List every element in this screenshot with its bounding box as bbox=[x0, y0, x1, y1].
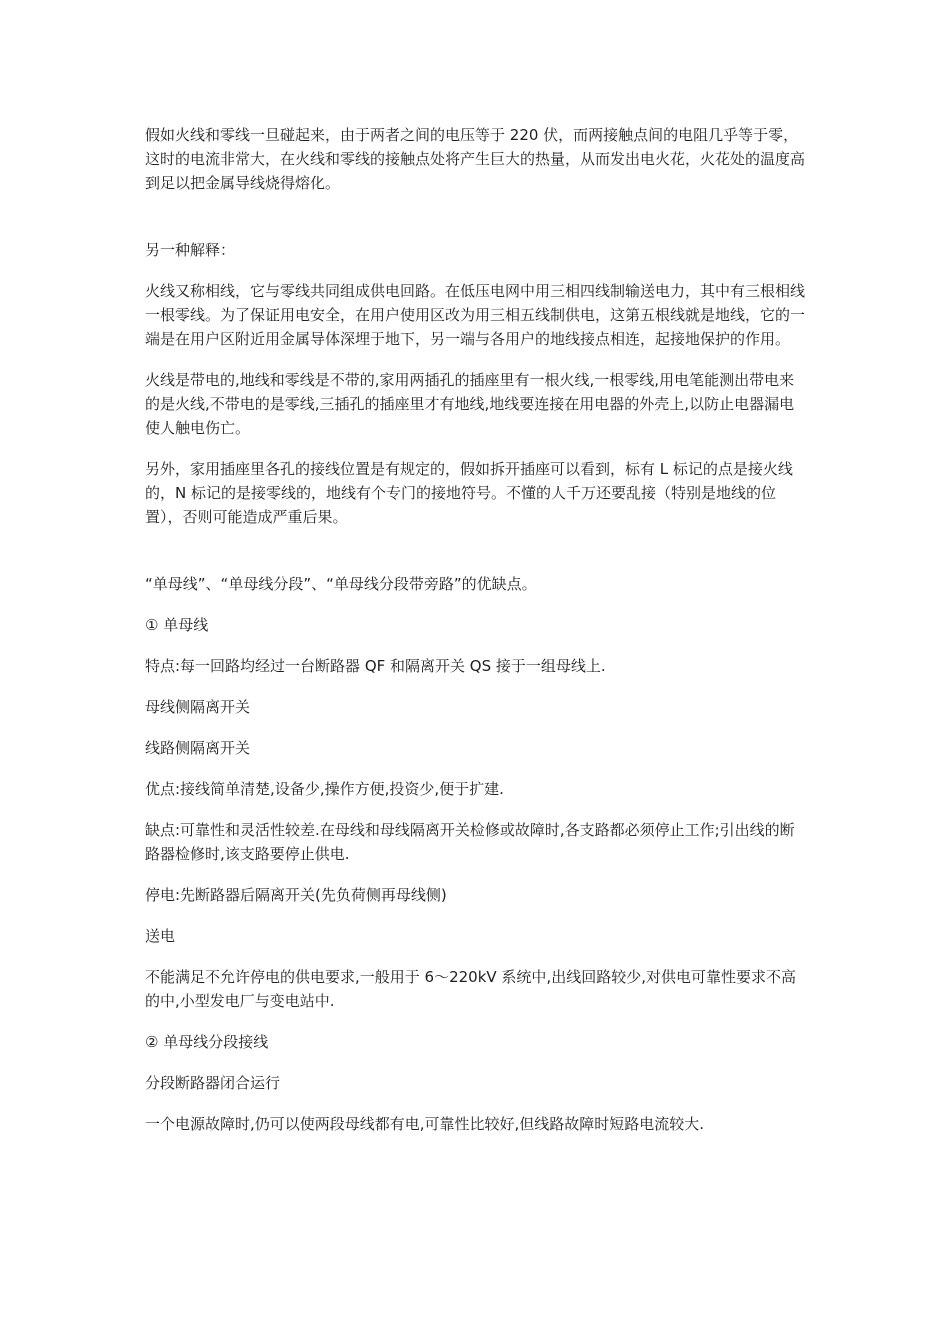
paragraph-phase-line: 火线又称相线，它与零线共同组成供电回路。在低压电网中用三相四线制输送电力，其中有三根相线一根零线。为了保证用电安全，在用户使用区改为用三相五线制供电，这第五根线就是地线，它的一端是在用户区附近用金属导体深埋于地下，另一端与各用户的地线接点相连，起接地保护的作用。 bbox=[145, 282, 806, 348]
paragraph-sectioned-busbar-heading: ② 单母线分段接线 bbox=[145, 1033, 269, 1051]
paragraph-disadvantages: 缺点:可靠性和灵活性较差.在母线和母线隔离开关检修或故障时,各支路都必须停止工作;引出线的断路器检修时,该支路要停止供电. bbox=[145, 821, 795, 863]
paragraph-advantages: 优点:接线简单清楚,设备少,操作方便,投资少,便于扩建. bbox=[145, 780, 504, 798]
paragraph-live-wire: 火线是带电的,地线和零线是不带的,家用两插孔的插座里有一根火线,一根零线,用电笔能测出带电来的是火线,不带电的是零线,三插孔的插座里才有地线,地线要连接在用电器的外壳上,以防止电器漏电使人触电伤亡。 bbox=[145, 371, 795, 437]
paragraph-power-on: 送电 bbox=[145, 927, 176, 945]
paragraph-features: 特点:每一回路均经过一台断路器 QF 和隔离开关 QS 接于一组母线上. bbox=[145, 657, 606, 675]
paragraph-power-off: 停电:先断路器后隔离开关(先负荷侧再母线侧) bbox=[145, 886, 447, 904]
paragraph-line-side-switch: 线路侧隔离开关 bbox=[145, 739, 251, 757]
paragraph-section-breaker-closed: 分段断路器闭合运行 bbox=[145, 1074, 281, 1092]
paragraph-short-circuit: 假如火线和零线一旦碰起来，由于两者之间的电压等于 220 伏，而两接触点间的电阻几乎等于零，这时的电流非常大，在火线和零线的接触点处将产生巨大的热量，从而发出电火花，火花处的温度高到足以把金属导线烧得熔化。 bbox=[145, 126, 806, 192]
paragraph-busbar-heading: “单母线”、“单母线分段”、“单母线分段带旁路”的优缺点。 bbox=[145, 575, 537, 593]
paragraph-source-fault: 一个电源故障时,仍可以使两段母线都有电,可靠性比较好,但线路故障时短路电流较大. bbox=[145, 1115, 705, 1133]
document-body bbox=[145, 123, 805, 1153]
paragraph-alt-explanation-heading: 另一种解释： bbox=[145, 241, 236, 259]
paragraph-busbar-side-switch: 母线侧隔离开关 bbox=[145, 698, 251, 716]
paragraph-single-busbar-heading: ① 单母线 bbox=[145, 616, 209, 634]
paragraph-application: 不能满足不允许停电的供电要求,一般用于 6～220kV 系统中,出线回路较少,对供电可靠性要求不高的中,小型发电厂与变电站中. bbox=[145, 968, 796, 1010]
paragraph-socket-wiring: 另外，家用插座里各孔的接线位置是有规定的，假如拆开插座可以看到，标有 L 标记的点是接火线的，N 标记的是接零线的，地线有个专门的接地符号。不懂的人千万还要乱接（特别是地线的位置），否则可能造成严重后果。 bbox=[145, 460, 793, 526]
